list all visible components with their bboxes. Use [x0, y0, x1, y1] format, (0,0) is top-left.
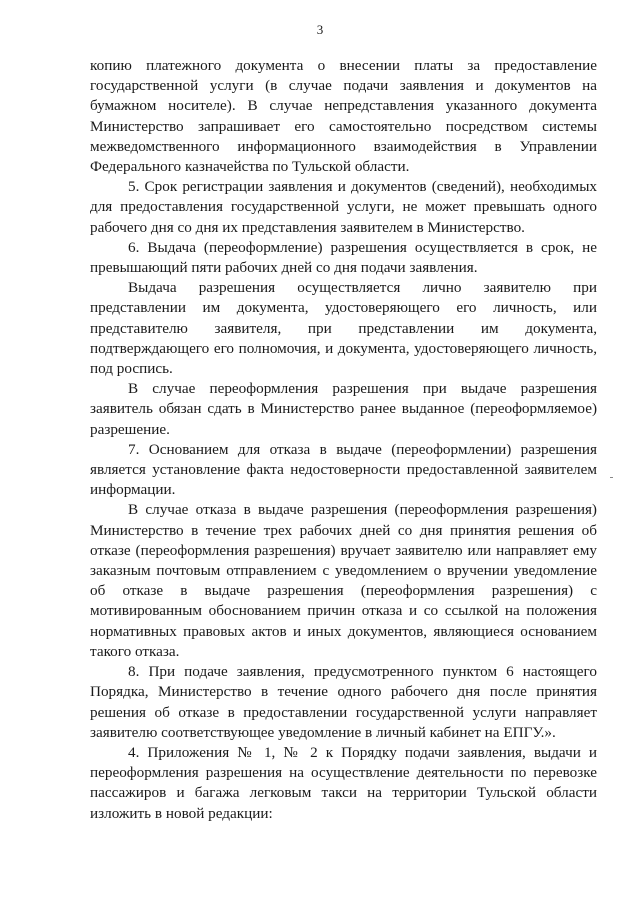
- paragraph-continuation: копию платежного документа о внесении платы за предоставление государственной услуги (в случае подачи заявления и документов на бумажном носителе). В случае непредставления указанного документа Министерство запрашивает его самостоятельно посредством системы межведомственного информационного взаимодействия в Управлении Федерального казначейства по Тульской области.: [90, 57, 597, 176]
- paragraph-item-8: 8. При подаче заявления, предусмотренного пунктом 6 настоящего Порядка, Министерство в течение одного рабочего дня после принятия решения об отказе в предоставлении государственной услуги направляет заявителю соответствующее уведомление в личный кабинет на ЕПГУ.».: [90, 663, 597, 741]
- page-number: 3: [316, 22, 324, 37]
- paragraph-item-5: 5. Срок регистрации заявления и документов (сведений), необходимых для предоставления государственной услуги, не может превышать одного рабочего дня со дня их представления заявителем в Министерство.: [90, 178, 597, 236]
- paragraph-item-7: 7. Основанием для отказа в выдаче (переоформлении) разрешения является установление факта недостоверности предоставленной заявителем информации.: [90, 440, 597, 499]
- paragraph-item-6: 6. Выдача (переоформление) разрешения осуществляется в срок, не превышающий пяти рабочих дней со дня подачи заявления.: [90, 238, 597, 277]
- margin-mark: [610, 477, 613, 478]
- paragraph-amendment-4: 4. Приложения № 1, № 2 к Порядку подачи заявления, выдачи и переоформления разрешения на осуществление деятельности по перевозке пассажиров и багажа легковым такси на территории Тульской области изложить в новой редакции:: [90, 743, 597, 822]
- paragraph-issuance: Выдача разрешения осуществляется лично заявителю при представлении им документа, удостоверяющего его личность, или представителю заявителя, при представлении им документа, подтверждающего его полномочия, и документа, удостоверяющего личность, под роспись.: [90, 279, 597, 378]
- paragraph-refusal: В случае отказа в выдаче разрешения (переоформления разрешения) Министерство в течение трех рабочих дней со дня принятия решения об отказе (переоформления разрешения) вручает заявителю или направляет ему заказным почтовым отправлением с уведомлением о вручении уведомление об отказе в выдаче разрешения (переоформления разрешения) с мотивированным обоснованием причин отказа и со ссылкой на положения нормативных правовых актов и иных документов, являющиеся основанием такого отказа.: [90, 501, 597, 660]
- document-body: [90, 56, 597, 824]
- paragraph-reissue: В случае переоформления разрешения при выдаче разрешения заявитель обязан сдать в Министерство ранее выданное (переоформляемое) разрешение.: [90, 380, 597, 438]
